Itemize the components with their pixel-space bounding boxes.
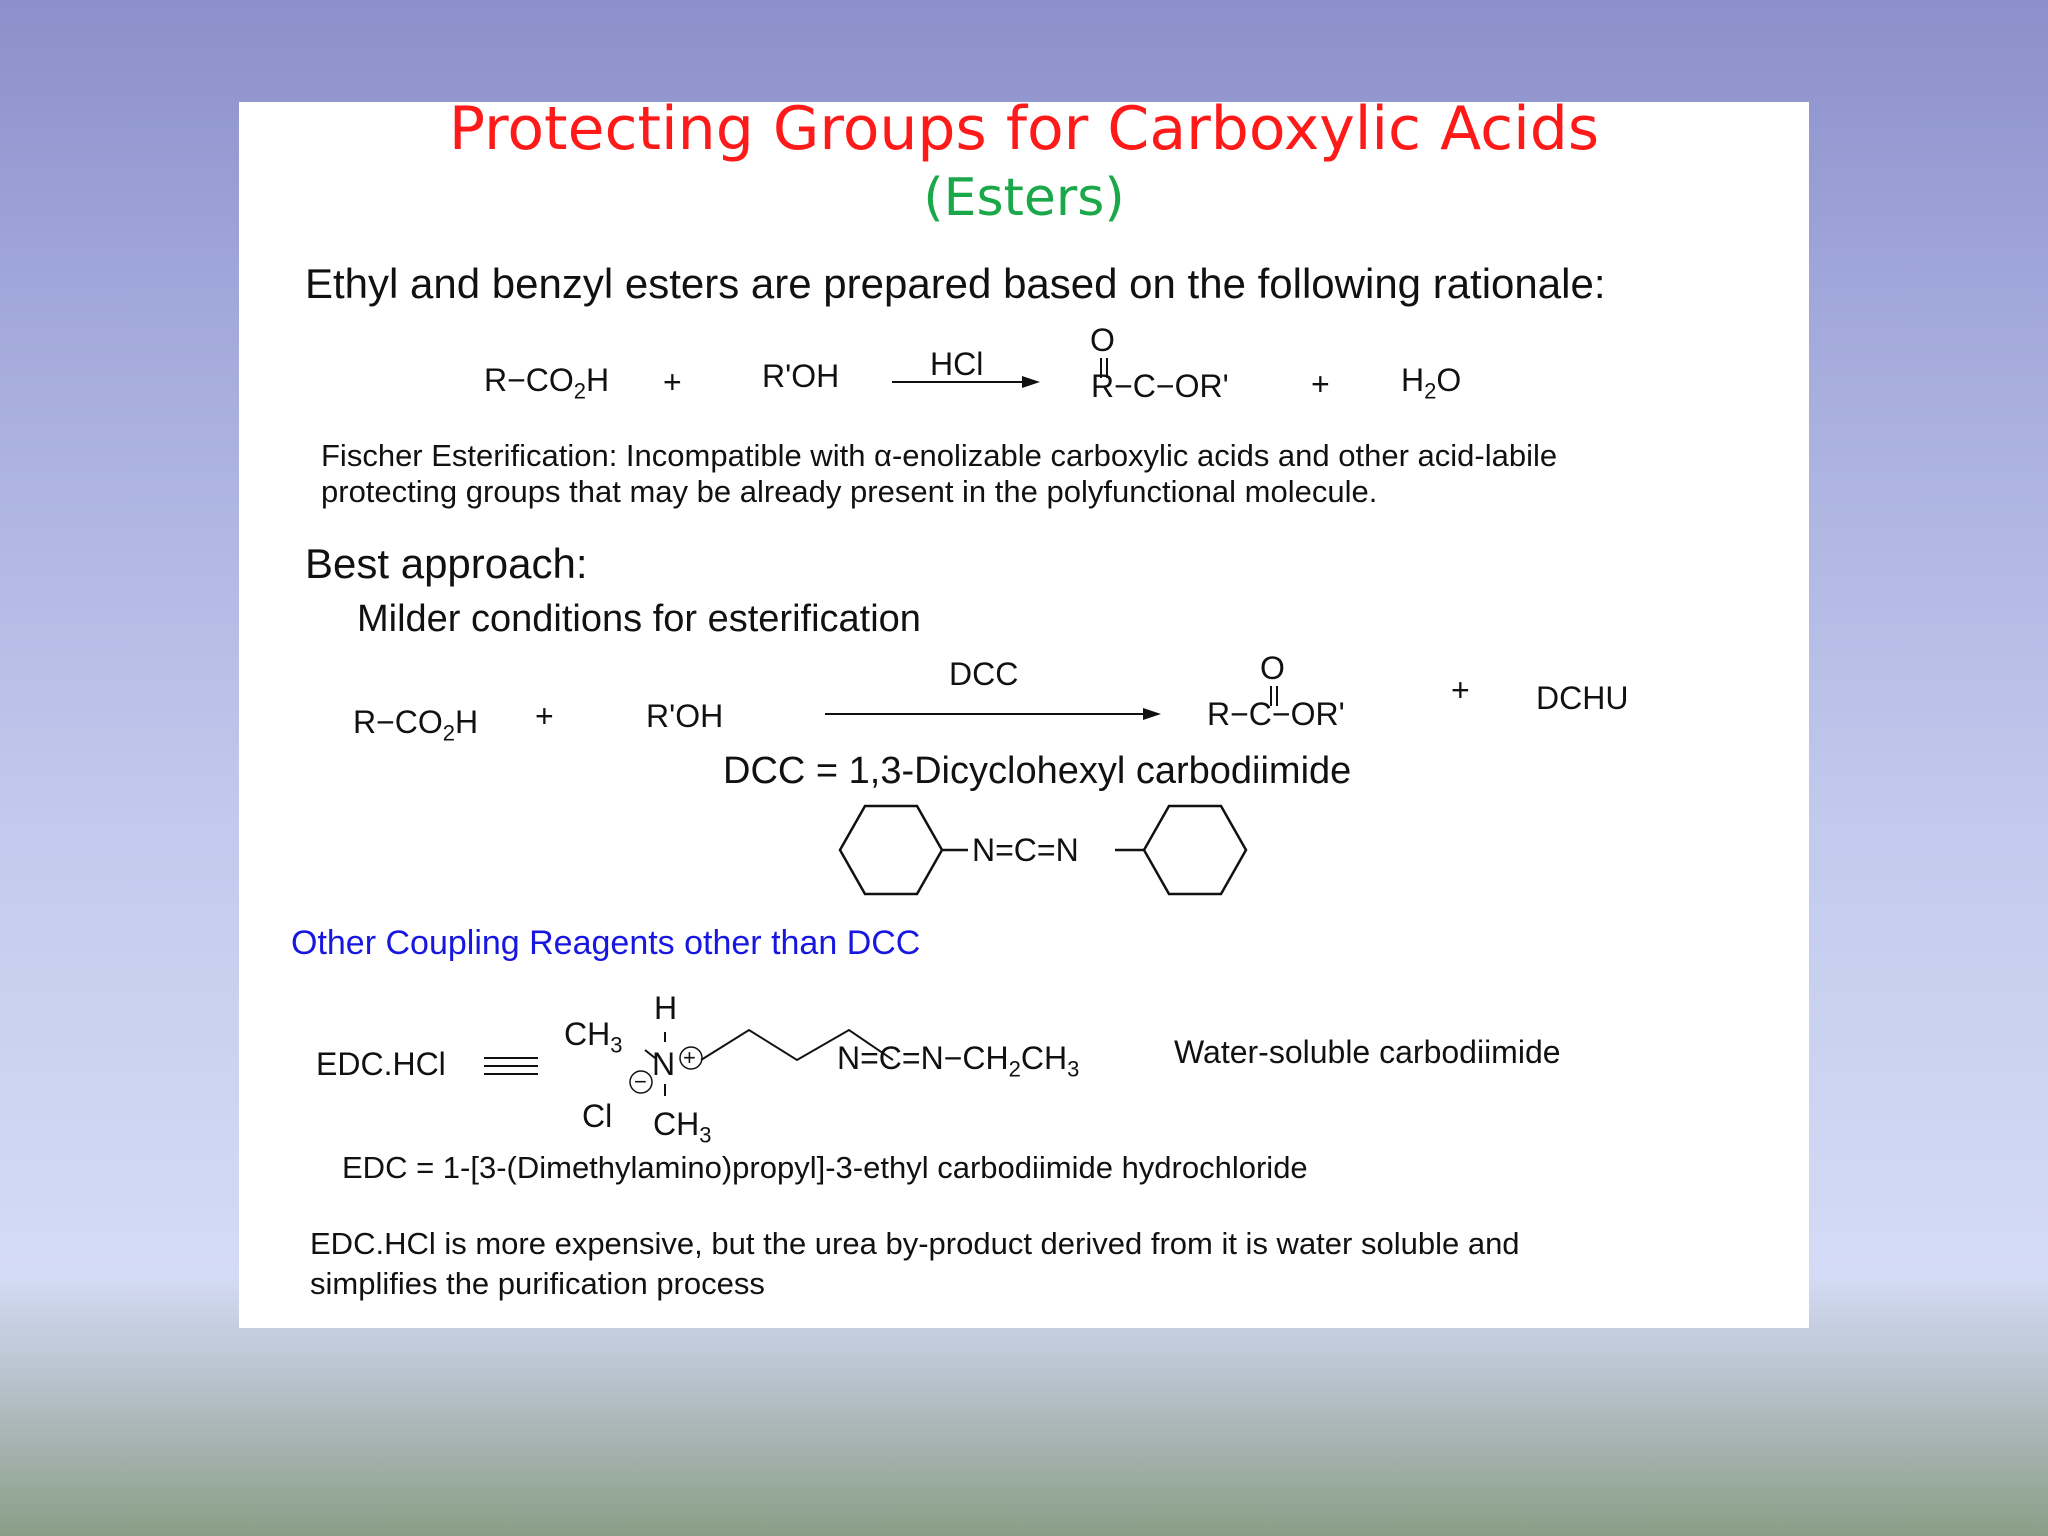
slide-title: Protecting Groups for Carboxylic Acids xyxy=(448,102,1600,164)
edc-nitrogen: N xyxy=(652,1046,676,1082)
reaction1-plus: + xyxy=(663,364,682,400)
cyclohexane-ring-left xyxy=(840,806,942,894)
reaction1-catalyst: HCl xyxy=(930,346,984,382)
reaction2-arrow xyxy=(825,706,1165,722)
reaction1-carbonyl-oxygen: O xyxy=(1090,322,1115,358)
dcc-definition: DCC = 1,3-Dicyclohexyl carbodiimide xyxy=(723,750,1352,792)
reaction2-reagent: DCC xyxy=(949,656,1019,692)
other-coupling-reagents-heading: Other Coupling Reagents other than DCC xyxy=(291,924,921,962)
water-soluble-label: Water-soluble carbodiimide xyxy=(1174,1034,1561,1070)
fischer-note-line-2: protecting groups that may be already present in the polyfunctional molecule. xyxy=(321,474,1378,509)
equivalence-symbol xyxy=(484,1056,540,1078)
reaction2-ester: R−C−OR' xyxy=(1207,696,1345,732)
reaction1-arrow xyxy=(892,374,1042,390)
edc-methyl-bottom: $CH_3$ xyxy=(653,1106,712,1148)
edc-definition: EDC = 1-[3-(Dimethylamino)propyl]-3-ethyl carbodiimide hydrochloride xyxy=(342,1150,1308,1185)
reaction2-alcohol: R'OH xyxy=(646,698,724,734)
best-approach-heading: Best approach: xyxy=(305,540,588,587)
reaction2-byproduct: DCHU xyxy=(1536,680,1629,716)
reaction2-acid: $R-CO_2H$ xyxy=(353,704,479,746)
dcc-nccn-label: N=C=N xyxy=(972,832,1079,868)
cyclohexane-ring-right xyxy=(1144,806,1246,894)
edc-negative-charge: − xyxy=(634,1069,647,1094)
conclusion-line-2: simplifies the purification process xyxy=(310,1266,765,1301)
reaction2-plus-2: + xyxy=(1451,672,1470,708)
conclusion-line-1: EDC.HCl is more expensive, but the urea by-product derived from it is water soluble and xyxy=(310,1226,1520,1261)
reaction1-acid: $R-CO_2H$ xyxy=(484,362,610,404)
reaction2-plus: + xyxy=(535,698,554,734)
edc-hydrogen: H xyxy=(654,990,678,1026)
milder-conditions-text: Milder conditions for esterification xyxy=(357,598,921,640)
reaction1-ester: R−C−OR' xyxy=(1091,368,1229,404)
edc-chloride: Cl xyxy=(582,1098,613,1134)
intro-text: Ethyl and benzyl esters are prepared based on the following rationale: xyxy=(305,260,1606,307)
slide xyxy=(239,102,1809,1328)
edc-carbodiimide-chain: $N=C=N-CH_2CH_3$ xyxy=(837,1040,1080,1082)
edc-name: EDC.HCl xyxy=(316,1046,446,1082)
reaction1-alcohol: R'OH xyxy=(762,358,840,394)
reaction1-water: $H_2O$ xyxy=(1401,362,1462,404)
reaction2-carbonyl-oxygen: O xyxy=(1260,650,1285,686)
edc-methyl-top: $CH_3$ xyxy=(564,1016,623,1058)
reaction1-plus-2: + xyxy=(1311,366,1330,402)
slide-subtitle: (Esters) xyxy=(923,168,1125,228)
fischer-note-line-1: Fischer Esterification: Incompatible with α-enolizable carboxylic acids and other acid-labile xyxy=(321,438,1558,473)
edc-positive-charge: + xyxy=(683,1045,696,1070)
